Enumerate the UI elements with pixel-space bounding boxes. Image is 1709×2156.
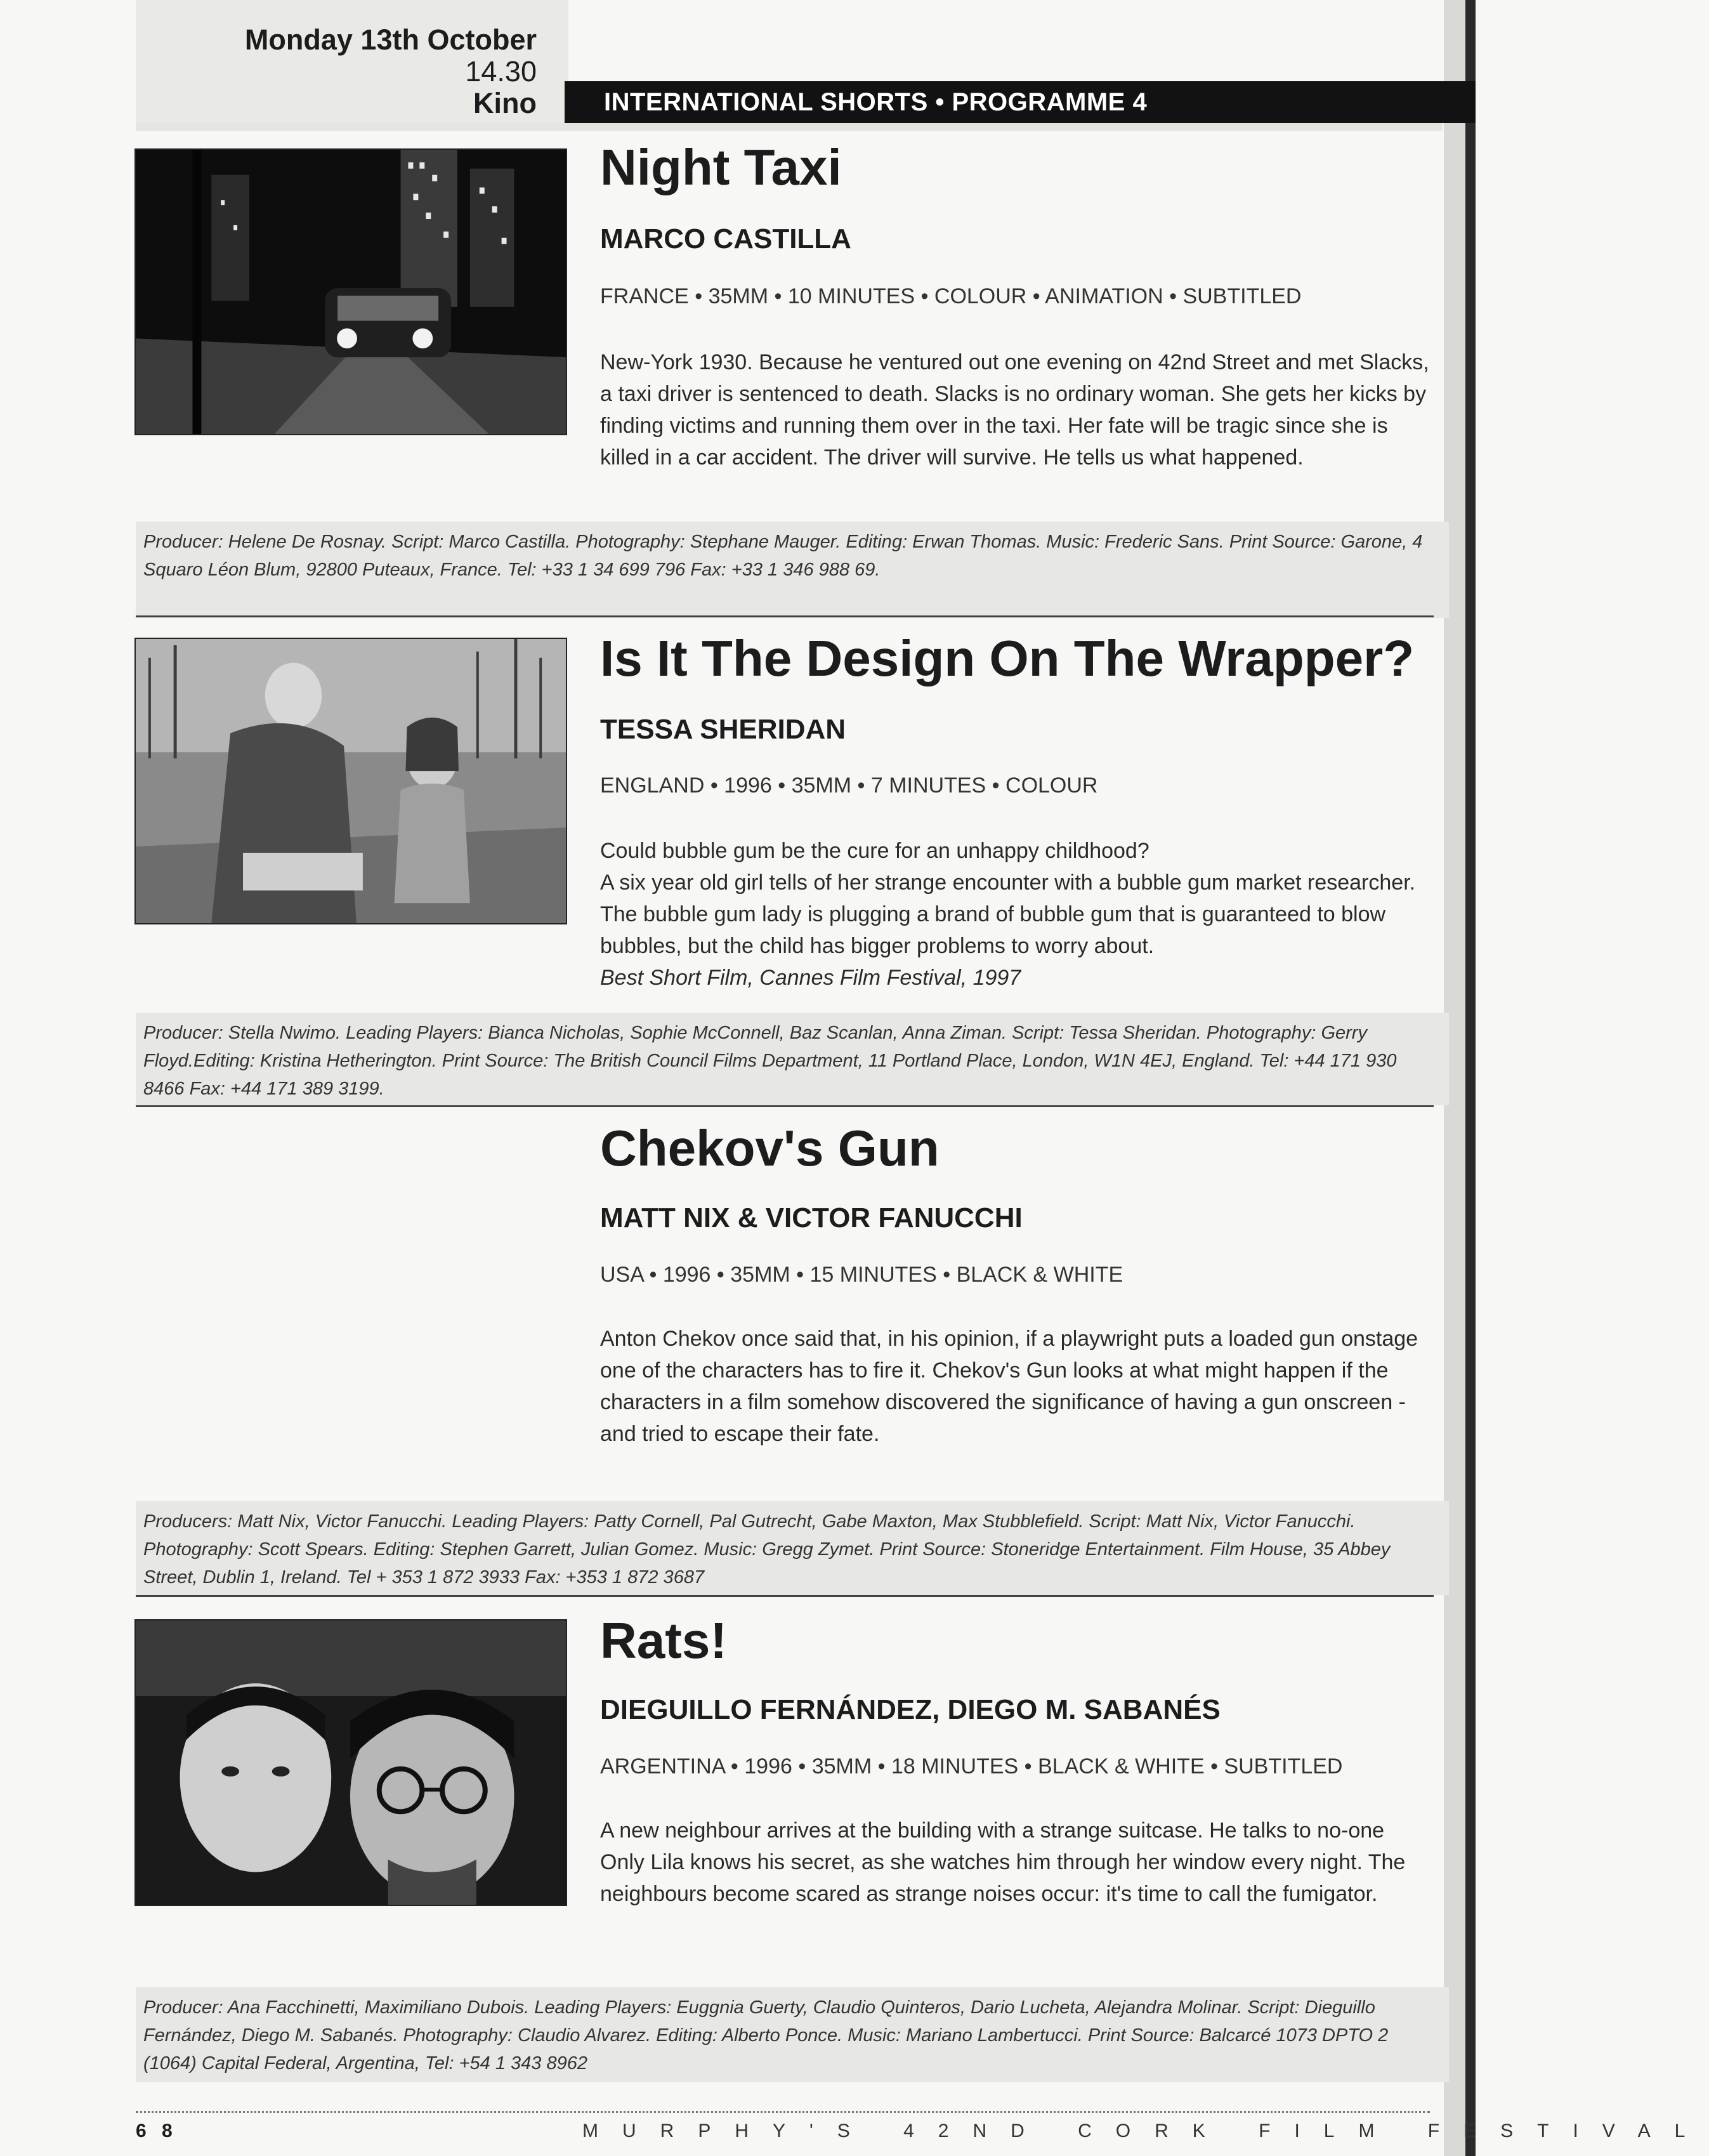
section-divider <box>136 1105 1434 1107</box>
film-title: Chekov's Gun <box>600 1120 940 1176</box>
film-specs: ARGENTINA • 1996 • 35MM • 18 MINUTES • BLACK & WHITE • SUBTITLED <box>600 1754 1343 1778</box>
film-synopsis: New-York 1930. Because he ventured out one evening on 42nd Street and met Slacks, a taxi driver is sentenced to death. Slacks is no ordinary woman. She gets her kicks by finding victims and running them over in the taxi. Her fate will be tragic since she is killed in a car accident. The driver will survive. He tells us what happened. <box>600 350 1429 470</box>
section-divider <box>136 1595 1434 1597</box>
still-night-taxi <box>134 148 567 435</box>
film-director: DIEGUILLO FERNÁNDEZ, DIEGO M. SABANÉS <box>600 1694 1221 1725</box>
film-synopsis: Anton Chekov once said that, in his opinion, if a playwright puts a loaded gun onstage one of the characters has to fire it. Chekov's Gun looks at what might happen if the characters in a film somehow discovered the significance of having a gun onscreen - and tried to escape their fate. <box>600 1327 1418 1446</box>
film-specs: FRANCE • 35MM • 10 MINUTES • COLOUR • ANIMATION • SUBTITLED <box>600 284 1302 308</box>
film-credits: Producer: Helene De Rosnay. Script: Marco Castilla. Photography: Stephane Mauger. Editing: Erwan Thomas. Music: Frederic Sans. Print Source: Garone, 4 Squaro Léon Blum, 92800 Puteaux, France. Tel: +33 1 34 699 796 Fax: +33 1 346 988 69. <box>136 522 1449 618</box>
film-title: Is It The Design On The Wrapper? <box>600 630 1415 687</box>
programme-banner: INTERNATIONAL SHORTS • PROGRAMME 4 <box>565 81 1476 123</box>
film-specs: USA • 1996 • 35MM • 15 MINUTES • BLACK & WHITE <box>600 1263 1123 1287</box>
film-credits: Producers: Matt Nix, Victor Fanucchi. Leading Players: Patty Cornell, Pal Gutrecht, Gabe Maxton, Max Stubblefield. Script: Matt Nix, Victor Fanucchi. Photography: Scott Spears. Editing: Stephen Garrett, Julian Gomez. Music: Gregg Zymet. Print Source: Stoneridge Entertainment. Film House, 35 Abbey Street, Dublin 1, Ireland. Tel + 353 1 872 3933 Fax: +353 1 872 3687 <box>136 1501 1449 1595</box>
film-award: Best Short Film, Cannes Film Festival, 1997 <box>600 966 1021 990</box>
film-director: MATT NIX & VICTOR FANUCCHI <box>600 1202 1023 1233</box>
section-divider <box>136 615 1434 617</box>
film-title: Night Taxi <box>600 139 842 195</box>
page-number: 6 8 <box>136 2120 178 2141</box>
film-director: MARCO CASTILLA <box>600 223 851 254</box>
film-specs: ENGLAND • 1996 • 35MM • 7 MINUTES • COLOUR <box>600 773 1098 798</box>
still-rats <box>134 1619 567 1906</box>
screening-time: 14.30 <box>465 55 537 88</box>
film-director: TESSA SHERIDAN <box>600 714 846 745</box>
film-credits: Producer: Ana Facchinetti, Maximiliano Dubois. Leading Players: Euggnia Guerty, Claudio Quinteros, Dario Lucheta, Alejandra Molinar. Script: Dieguillo Fernández, Diego M. Sabanés. Photography: Claudio Alvarez. Editing: Alberto Ponce. Music: Mariano Lambertucci. Print Source: Balcarcé 1073 DPTO 2 (1064) Capital Federal, Argentina, Tel: +54 1 343 8962 <box>136 1987 1449 2082</box>
still-design-on-wrapper <box>134 638 567 924</box>
screening-venue: Kino <box>473 87 537 119</box>
film-title: Rats! <box>600 1612 728 1669</box>
film-synopsis: Could bubble gum be the cure for an unhappy childhood? A six year old girl tells of her strange encounter with a bubble gum market researcher. The bubble gum lady is plugging a brand of bubble gum that is guaranteed to blow bubbles, but the child has bigger problems to worry about. Best Short Film, Cannes Film Festival, 1997 <box>600 835 1476 994</box>
header-divider <box>136 123 1443 131</box>
screening-date: Monday 13th October <box>244 23 537 56</box>
footer-divider <box>136 2111 1430 2113</box>
publication-name: MURPHY'S 42ND CORK FILM FESTIVAL <box>582 2120 1709 2141</box>
screening-info <box>136 0 568 126</box>
film-synopsis: A new neighbour arrives at the building with a strange suitcase. He talks to no-one Only Lila knows his secret, as she watches him through her window every night. The neighbours become scared as strange noises occur: it's time to call the fumigator. <box>600 1818 1406 1906</box>
film-credits: Producer: Stella Nwimo. Leading Players: Bianca Nicholas, Sophie McConnell, Baz Scanlan, Anna Ziman. Script: Tessa Sheridan. Photography: Gerry Floyd.Editing: Kristina Hetherington. Print Source: The British Council Films Department, 11 Portland Place, London, W1N 4EJ, England. Tel: +44 171 930 8466 Fax: +44 171 389 3199. <box>136 1013 1449 1105</box>
